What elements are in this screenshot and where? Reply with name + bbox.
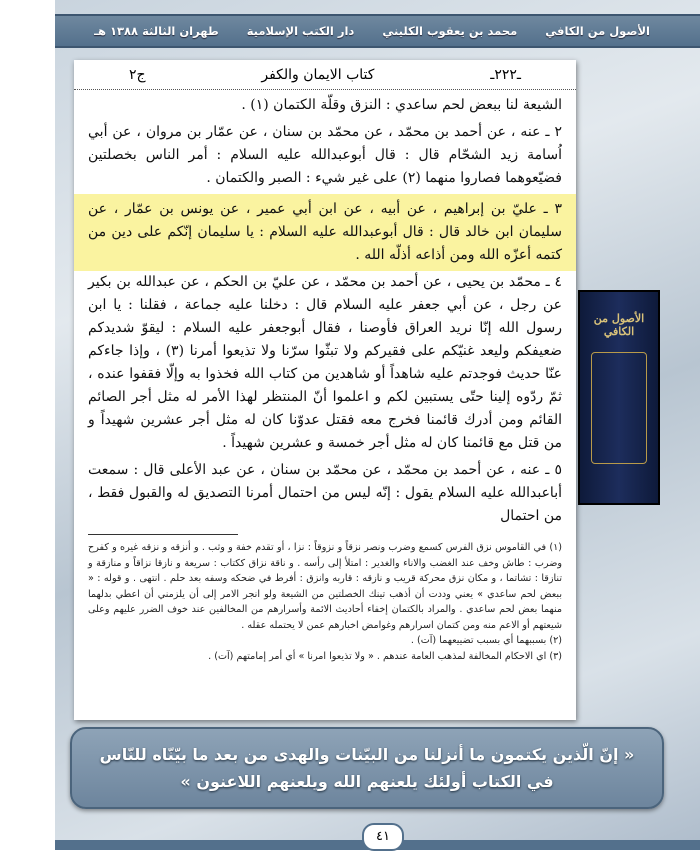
footnote: (١) في القاموس نزق الفرس كسمع وضرب ونصر نزقاً و نزوقاً : نزا ، أو تقدم خفة و وثب . و أنزقه و نزقه غيره و كفرح وضرب : طاش وخف عند الغضب والاناء والغدير : امتلأ إلى رأسه . و ناقة نزاق ككتاب : سريعة و نازقا نزاقاً و منازقة و تنازقا : تشاتما ، و مكان نزق محركة قريب و نازقه : قاربه وانزق : أفرط في ضحكه وسفه بعد حلم . انتهى . و قوله : « ببعض لحم ساعدي » يعني وددت أن أذهب تينك الخصلتين من الشيعة ولو انجر الامر إلى أن يلزمني أن اعطي بدلهما منهما بعض لحم ساعدي . والمراد بالكتمان إخفاء أحاديث الائمة وأسرارهم من المخالفين عند خوف الضرر عليهم وعلى شيعتهم أو الاعم منه ومن كتمان اسرارهم وغوامض اخبارهم عمن لا يحتمله عقله .	[88, 542, 562, 631]
page-number: ٤١	[362, 823, 404, 851]
header-edition: طهران الثالثة ١٣٨٨ هـ	[94, 24, 219, 38]
running-head	[74, 60, 576, 90]
footnote-divider	[88, 534, 238, 535]
paragraph: ٤ ـ محمّد بن يحيى ، عن أحمد بن محمّد ، عن عليّ بن الحكم ، عن عبدالله بن بكير عن رجل ، عن أبي جعفر عليه السلام قال : دخلنا عليه جماعة ، فقلنا : يا ابن رسول الله إنّا نريد العراق فأوصنا ، فقال أبوجعفر عليه السلام : ليقوّ شديدكم ضعيفكم وليعد غنيّكم على فقيركم ولا تبثّوا سرّنا ولا تذيعوا أمرنا (٣) ، وإذا جاءكم عنّا حديث فوجدتم عليه شاهداً أو شاهدين من كتاب الله فخذوا به وإلّا فقفوا عنده ، ثمّ ردّوه إلينا حتّى يستبين لكم و اعلموا أنّ المنتظر لهذا الأمر له مثل أجر الصائم القائم ومن أدرك قائمنا فخرج معه فقتل عدوّنا كان له مثل أجر عشرين شهيداً و من قتل مع قائمنا كان له مثل أجر خمسة و عشرين شهيداً .	[88, 274, 562, 451]
header-author: محمد بن يعقوب الكليني	[382, 24, 518, 38]
paragraph: الشيعة لنا ببعض لحم ساعدي : النزق وقلّة الكتمان (١) .	[241, 97, 562, 113]
paragraph: ٢ ـ عنه ، عن أحمد بن محمّد ، عن محمّد بن سنان ، عن عمّار بن مروان ، عن أبي اُسامة زيد الشحّام قال : قال أبوعبدالله عليه السلام : أمر الناس بخصلتين فضيّعوهما فصاروا منهما (٢) على غير شيء : الصبر والكتمان .	[88, 124, 562, 186]
header-publisher: دار الكتب الإسلامية	[246, 24, 355, 38]
quran-verse-box	[70, 727, 664, 809]
book-cover-image	[578, 290, 660, 505]
footnote: (٢) بسببهما أي بسبب تضييعهما (آت) .	[410, 635, 562, 646]
cover-ornament	[591, 352, 647, 464]
running-head-title: كتاب الايمان والكفر	[261, 66, 375, 83]
running-head-page: ـ٢٢٢ـ	[490, 66, 521, 83]
highlighted-paragraph: ٣ ـ عليّ بن إبراهيم ، عن أبيه ، عن ابن أبي عمير ، عن يونس بن عمّار ، عن سليمان ابن خالد قال : قال أبوعبدالله عليه السلام : يا سليمان إنّكم على دين من كتمه أعزّه الله ومن أذاعه أذلّه الله .	[74, 194, 576, 271]
running-head-volume: ج٢	[129, 66, 146, 83]
verse-text: « إنّ الّذين يكتمون ما أنزلنا من البيّنات والهدى من بعد ما بيّنّاه للنّاس في الكتاب أولئك يلعنهم الله ويلعنهم اللاعنون »	[99, 745, 635, 791]
paragraph: ٥ ـ عنه ، عن أحمد بن محمّد ، عن محمّد بن سنان ، عن عبد الأعلى قال : سمعت أباعبدالله عليه السلام يقول : إنّه ليس من احتمال أمرنا التصديق له والقبول فقط ، من احتمال	[88, 462, 562, 524]
main-text	[88, 94, 562, 532]
header-bar	[55, 14, 700, 48]
cover-title: الأصول من الكافي	[593, 312, 645, 338]
footnotes	[88, 540, 562, 664]
footnote: (٣) اي الاحكام المخالفة لمذهب العامة عندهم . « ولا تذيعوا امرنا » أي أمر إمامتهم (آت) .	[208, 650, 562, 662]
header-book: الأصول من الكافي	[545, 24, 650, 38]
scanned-page	[74, 60, 576, 720]
